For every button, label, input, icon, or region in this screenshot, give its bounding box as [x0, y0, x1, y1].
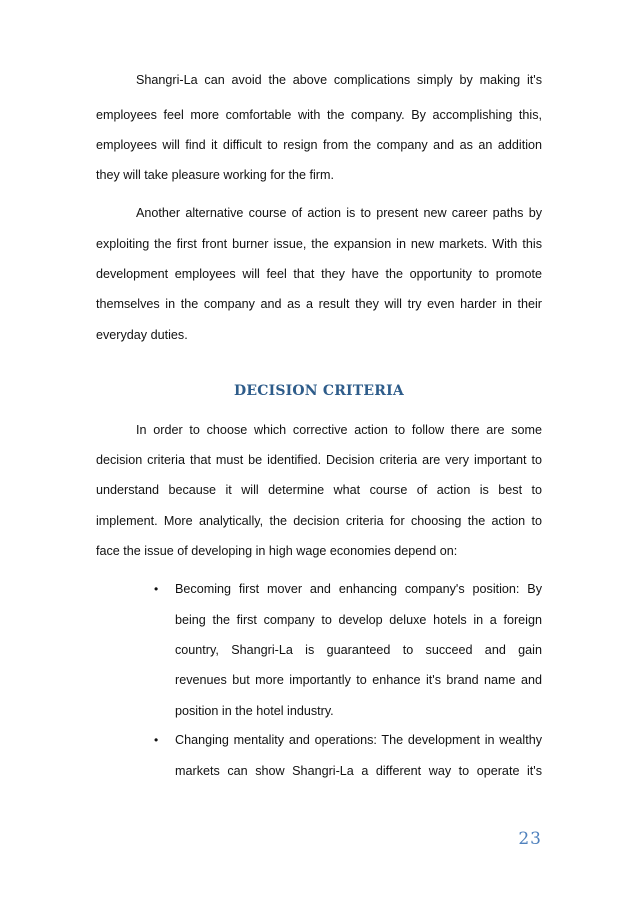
bullet-1-line-3: country, Shangri-La is guaranteed to succeed and gain	[175, 643, 542, 657]
bullet-marker: •	[154, 582, 159, 596]
bullet-1-line-1: Becoming first mover and enhancing company's position: By	[175, 582, 542, 596]
paragraph-3-line-2: decision criteria that must be identified. Decision criteria are very important to	[96, 453, 542, 467]
bullet-2-line-1: Changing mentality and operations: The development in wealthy	[175, 733, 542, 747]
page-number: 23	[518, 829, 542, 849]
paragraph-2-line-5: everyday duties.	[96, 328, 188, 342]
paragraph-2-line-4: themselves in the company and as a result they will try even harder in their	[96, 297, 542, 311]
paragraph-2-line-1: Another alternative course of action is to present new career paths by	[136, 206, 542, 220]
paragraph-2-line-3: development employees will feel that they have the opportunity to promote	[96, 267, 542, 281]
paragraph-1-line-3: employees will find it difficult to resign from the company and as an addition	[96, 138, 542, 152]
section-heading: DECISION CRITERIA	[234, 383, 404, 399]
paragraph-2-line-2: exploiting the first front burner issue, the expansion in new markets. With this	[96, 237, 542, 251]
paragraph-3-line-3: understand because it will determine what course of action is best to	[96, 483, 542, 497]
bullet-2-line-2: markets can show Shangri-La a different way to operate it's	[175, 764, 542, 778]
bullet-marker: •	[154, 733, 159, 747]
bullet-1-line-4: revenues but more importantly to enhance it's brand name and	[175, 673, 542, 687]
bullet-1-line-2: being the first company to develop deluxe hotels in a foreign	[175, 613, 542, 627]
paragraph-3-line-1: In order to choose which corrective action to follow there are some	[136, 423, 542, 437]
paragraph-1-line-2: employees feel more comfortable with the company. By accomplishing this,	[96, 108, 542, 122]
paragraph-3-line-4: implement. More analytically, the decision criteria for choosing the action to	[96, 514, 542, 528]
paragraph-1-line-4: they will take pleasure working for the firm.	[96, 168, 334, 182]
bullet-1-line-5: position in the hotel industry.	[175, 704, 334, 718]
paragraph-3-line-5: face the issue of developing in high wage economies depend on:	[96, 544, 458, 558]
paragraph-1-line-1: Shangri-La can avoid the above complications simply by making it's	[136, 73, 542, 87]
